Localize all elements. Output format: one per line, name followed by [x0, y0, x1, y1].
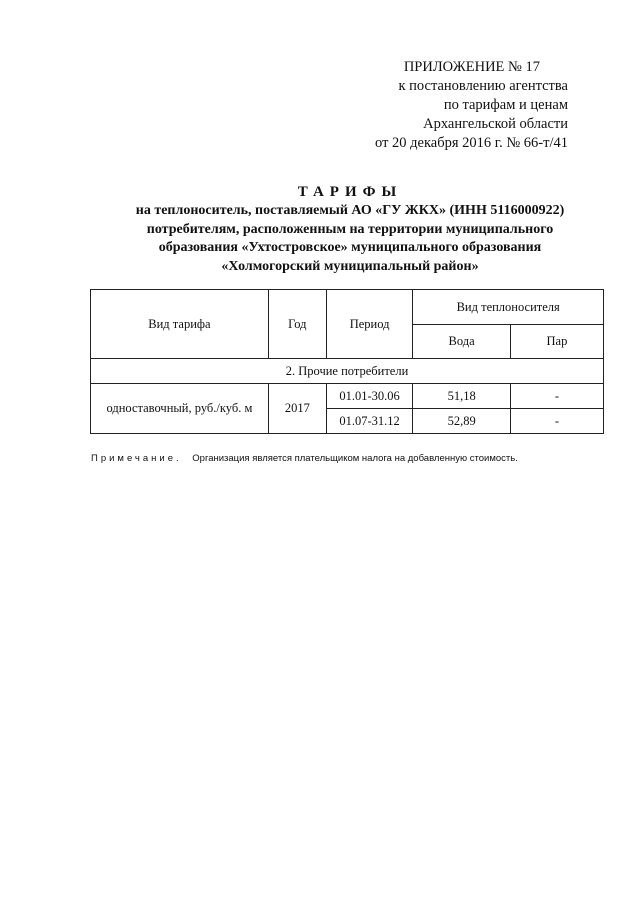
- header-steam: Пар: [510, 325, 603, 359]
- appendix-line-3: по тарифам и ценам: [443, 97, 568, 113]
- footnote: [91, 453, 611, 464]
- table-section-row: [91, 359, 604, 384]
- cell-water: 51,18: [413, 384, 511, 409]
- cell-steam: -: [510, 384, 603, 409]
- tariff-table: [90, 289, 604, 434]
- title-main: ТАРИФЫ: [297, 184, 403, 200]
- appendix-line-2: к постановлению агентства: [398, 78, 568, 94]
- appendix-line-4: Архангельской области: [423, 116, 568, 132]
- title-line-3: образования «Ухтостровское» муниципального образования: [158, 240, 542, 255]
- section-label: 2. Прочие потребители: [91, 359, 604, 384]
- cell-period: 01.07-31.12: [326, 409, 413, 434]
- header-carrier-group: Вид теплоносителя: [413, 290, 604, 325]
- cell-tariff-type: одноставочный, руб./куб. м: [91, 384, 269, 434]
- title-line-4: «Холмогорский муниципальный район»: [221, 258, 479, 274]
- cell-year: 2017: [268, 384, 326, 434]
- appendix-number: ПРИЛОЖЕНИЕ № 17: [403, 59, 540, 75]
- cell-period: 01.01-30.06: [326, 384, 413, 409]
- table-header-row: [91, 290, 604, 325]
- header-period: Период: [326, 290, 413, 359]
- title-line-2: потребителям, расположенным на территории муниципального: [146, 221, 554, 237]
- title-line-1: на теплоноситель, поставляемый АО «ГУ ЖКХ» (ИНН 5116000922): [135, 203, 565, 218]
- table-row: [91, 384, 604, 409]
- header-year: Год: [268, 290, 326, 359]
- footnote-label: Примечание.: [91, 453, 182, 464]
- header-tariff-type: Вид тарифа: [91, 290, 269, 359]
- header-water: Вода: [413, 325, 511, 359]
- document-title: [80, 182, 620, 276]
- cell-water: 52,89: [413, 409, 511, 434]
- cell-steam: -: [510, 409, 603, 434]
- appendix-date: от 20 декабря 2016 г. № 66-т/41: [375, 135, 568, 151]
- footnote-text: Организация является плательщиком налога на добавленную стоимость.: [192, 453, 518, 464]
- appendix-header: [308, 58, 568, 153]
